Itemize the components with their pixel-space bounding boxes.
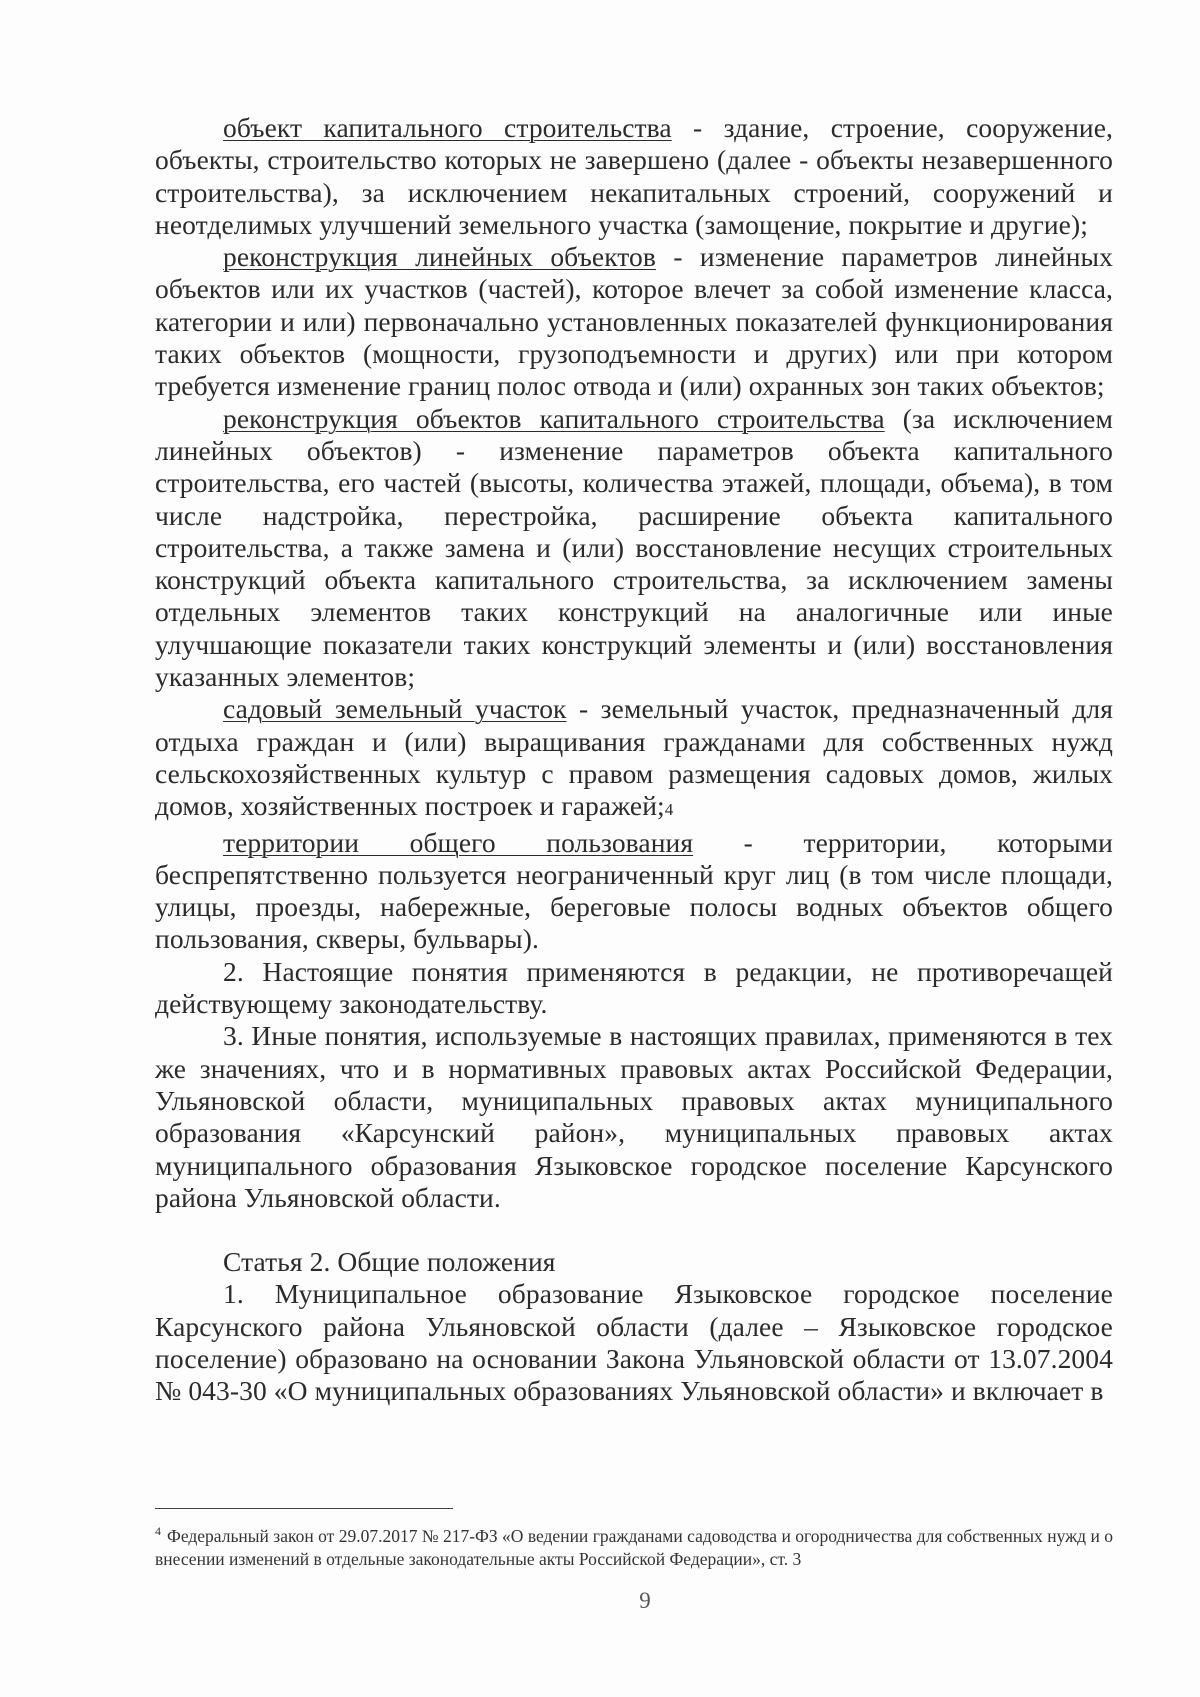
body-text bbox=[155, 112, 1113, 1408]
spacer bbox=[155, 1214, 1113, 1246]
footnote-divider bbox=[155, 1508, 453, 1509]
page-number: 9 bbox=[639, 1588, 651, 1613]
article-heading: Статья 2. Общие положения bbox=[223, 1246, 556, 1278]
numbered-paragraph: 2. Настоящие понятия применяются в редакции, не противоречащей действующему законодательству. bbox=[155, 955, 1113, 1020]
numbered-paragraph: 3. Иные понятия, используемые в настоящих правилах, применяются в тех же значениях, что и в нормативных правовых актах Российской Федерации, Ульяновской области, муниципальных правовых актах муниципального образования «Карсунский район», муниципальных правовых актах муниципального образования Языковское городское поселение Карсунского района Ульяновской области. bbox=[155, 1020, 1113, 1213]
definition-paragraph bbox=[155, 241, 1113, 402]
definition-text: (за исключением линейных объектов) - изменение параметров объекта капитального строительства, его частей (высоты, количества этажей, площади, объема), в том числе надстройка, перестройка, расширение объекта капитального строительства, а также замена и (или) восстановление несущих строительных конструкций объекта капитального строительства, за исключением замены отдельных элементов таких конструкций на аналогичные или иные улучшающие показатели таких конструкций элементы и (или) восстановления указанных элементов; bbox=[155, 402, 1113, 693]
definition-text: - здание, строение, сооружение, объекты, строительство которых не завершено (далее - объекты незавершенного строительства), за исключением некапитальных строений, сооружений и неотделимых улучшений земельного участка (замощение, покрытие и другие); bbox=[155, 112, 1114, 240]
definition-paragraph bbox=[155, 693, 1113, 826]
defined-term: реконструкция объектов капитального строительства bbox=[223, 402, 885, 434]
footnote-reference[interactable]: 4 bbox=[664, 800, 674, 820]
definition-text: - территории, которыми беспрепятственно пользуется неограниченный круг лиц (в том числе площади, улицы, проезды, набережные, береговые полосы водных объектов общего пользования, скверы, бульвары). bbox=[155, 826, 1113, 955]
definition-text: - изменение параметров линейных объектов или их участков (частей), которое влечет за собой изменение класса, категории и или) первоначально установленных показателей функционирования таких объектов (мощности, грузоподъемности и других) или при котором требуется изменение границ полос отвода и (или) охранных зон таких объектов; bbox=[155, 241, 1113, 402]
definition-text: - земельный участок, предназначенный для отдыха граждан и (или) выращивания гражданами для собственных нужд сельскохозяйственных культур с правом размещения садовых домов, жилых домов, хозяйственных построек и гаражей; bbox=[155, 693, 1113, 822]
definition-paragraph bbox=[155, 112, 1113, 241]
defined-term: территории общего пользования bbox=[223, 826, 694, 858]
defined-term: объект капитального строительства bbox=[223, 112, 672, 143]
definition-paragraph bbox=[155, 403, 1113, 694]
definition-paragraph bbox=[155, 827, 1113, 956]
footnote-text: Федеральный закон от 29.07.2017 № 217-ФЗ «О ведении гражданами садоводства и огородничества для собственных нужд и о внесении изменений в отдельные законодательные акты Российской Федерации», ст. 3 bbox=[155, 1525, 1113, 1569]
numbered-paragraph: 1. Муниципальное образование Языковское городское поселение Карсунского района Ульяновской области (далее – Языковское городское поселение) образовано на основании Закона Ульяновской области от 13.07.2004 № 043-30 «О муниципальных образованиях Ульяновской области» и включает в bbox=[155, 1278, 1113, 1407]
footnote-mark: 4 bbox=[155, 1524, 161, 1538]
footnote bbox=[155, 1520, 1113, 1571]
defined-term: реконструкция линейных объектов bbox=[223, 241, 656, 273]
defined-term: садовый земельный участок bbox=[223, 693, 567, 725]
